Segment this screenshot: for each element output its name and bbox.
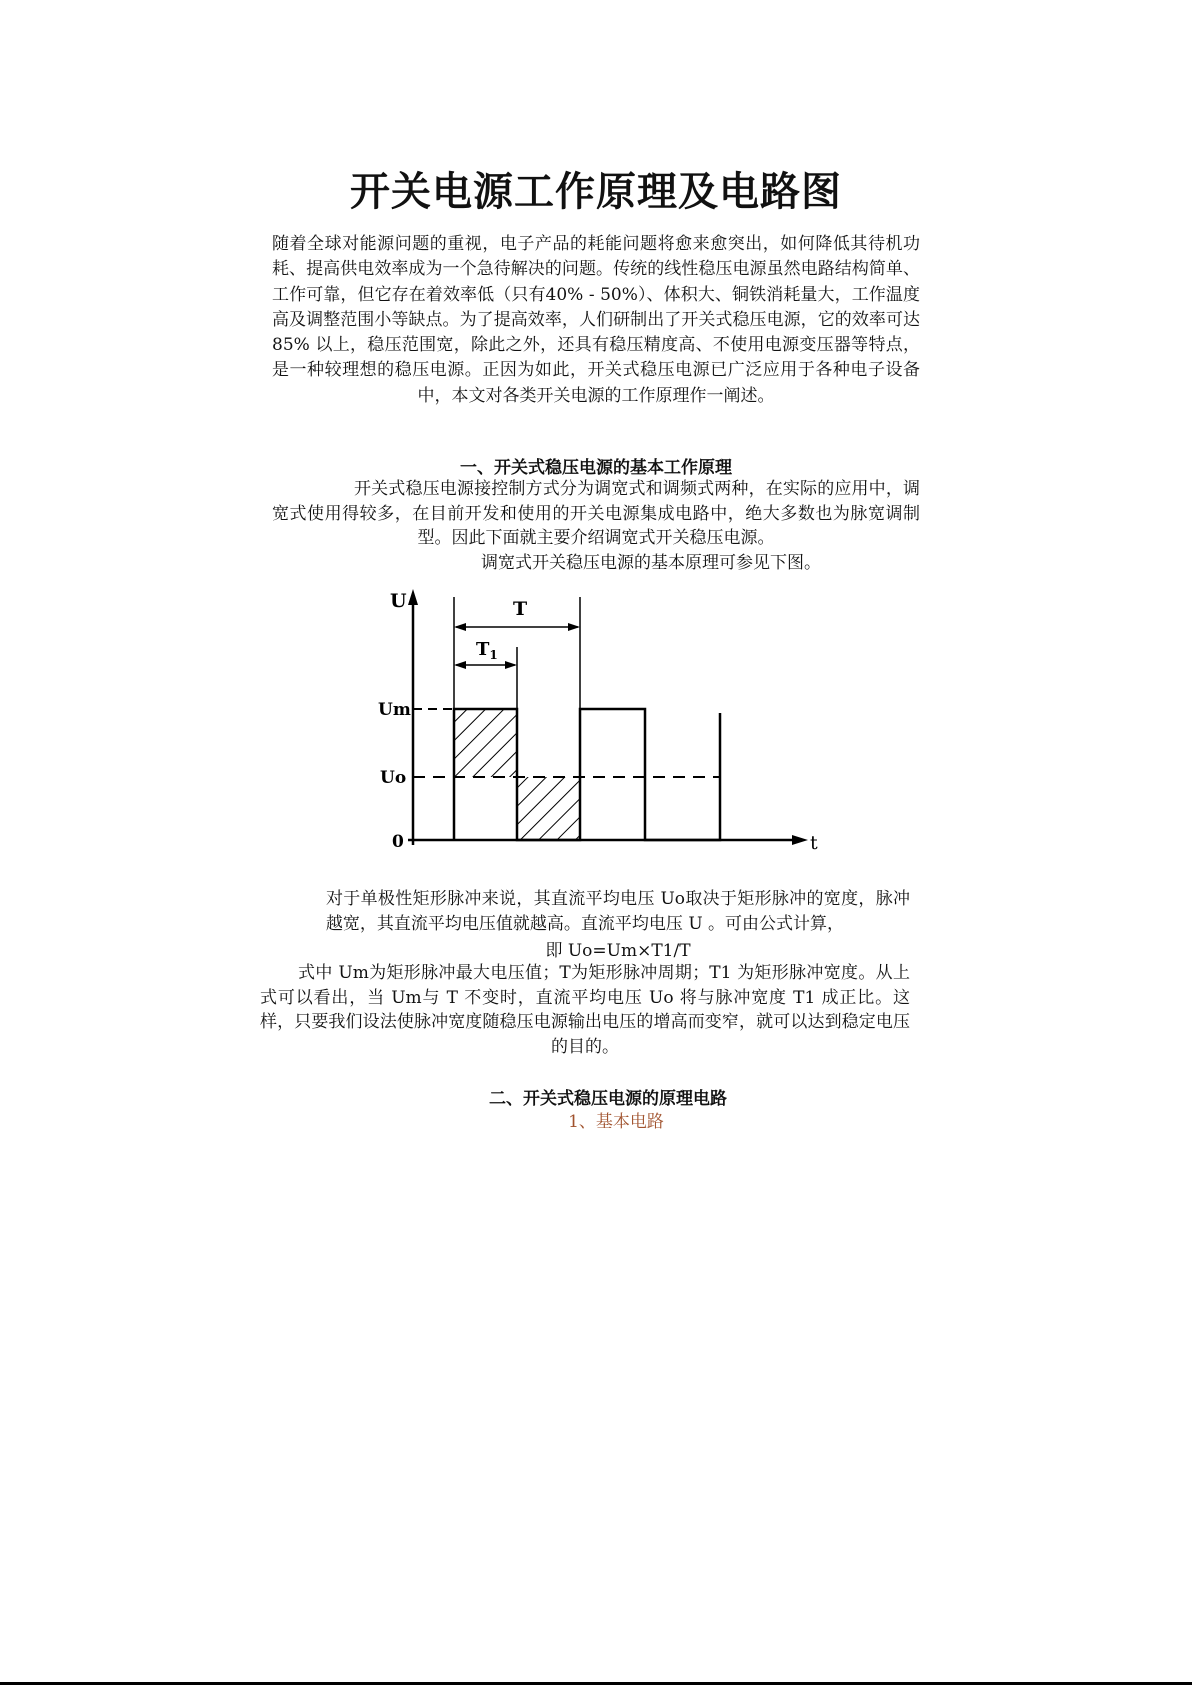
- pulse-width-label: $T_1$: [476, 639, 498, 662]
- hatched-area-pulse: [454, 709, 517, 777]
- pulse-width-arrow-left: [454, 661, 466, 669]
- pwm-waveform-diagram: [370, 585, 830, 855]
- section1-paragraph: 开关式稳压电源接控制方式分为调宽式和调频式两种，在实际的应用中，调宽式使用得较多，在目前开发和使用的开关电源集成电路中，绝大多数也为脉宽调制型。因此下面就主要介绍调宽式开关稳压电源。: [272, 479, 920, 548]
- hatched-area-gap: [517, 777, 580, 840]
- waveform-explanation: 对于单极性矩形脉冲来说，其直流平均电压 Uo取决于矩形脉冲的宽度，脉冲越宽，其直流平均电压值就越高。直流平均电压 U 。可由公式计算，: [325, 889, 910, 934]
- formula: 即 Uo=Um×T1/T: [545, 941, 691, 961]
- pulse-width-arrow-right: [505, 661, 517, 669]
- period-arrow-left: [454, 623, 466, 631]
- y-axis-arrow: [408, 589, 418, 605]
- period-label: T: [513, 598, 528, 620]
- section2-heading: 二、开关式稳压电源的原理电路: [489, 1089, 727, 1109]
- um-label: Um: [378, 700, 411, 720]
- formula-explanation: 式中 Um为矩形脉冲最大电压值；T为矩形脉冲周期；T1 为矩形脉冲宽度。从上式可以看出，当 Um与 T 不变时，直流平均电压 Uo 将与脉冲宽度 T1 成正比。这样，只要我们设法使脉冲宽度随稳压电源输出电压的增高而变窄，就可以达到稳定电压的目的。: [260, 963, 910, 1057]
- x-axis-arrow: [792, 835, 808, 845]
- y-axis-label: U: [390, 590, 407, 612]
- document-title: 开关电源工作原理及电路图: [350, 168, 842, 215]
- origin-label: 0: [392, 832, 404, 852]
- intro-paragraph: 随着全球对能源问题的重视，电子产品的耗能问题将愈来愈突出，如何降低其待机功耗、提高供电效率成为一个急待解决的问题。传统的线性稳压电源虽然电路结构简单、工作可靠，但它存在着效率低（只有40% - 50%）、体积大、铜铁消耗量大，工作温度高及调整范围小等缺点。为了提高效率，人们研制出了开关式稳压电源，它的效率可达 85% 以上，稳压范围宽，除此之外，还具有稳压精度高、不使用电源变压器等特点，是一种较理想的稳压电源。正因为如此，开关式稳压电源已广泛应用于各种电子设备中，本文对各类开关电源的工作原理作一阐述。: [272, 234, 920, 406]
- period-arrow-right: [568, 623, 580, 631]
- section2-subheading: 1、基本电路: [568, 1112, 664, 1132]
- x-axis-label: t: [810, 832, 818, 854]
- figure-intro: 调宽式开关稳压电源的基本原理可参见下图。: [481, 553, 821, 573]
- uo-label: Uo: [380, 768, 407, 788]
- section1-heading: 一、开关式稳压电源的基本工作原理: [460, 458, 732, 478]
